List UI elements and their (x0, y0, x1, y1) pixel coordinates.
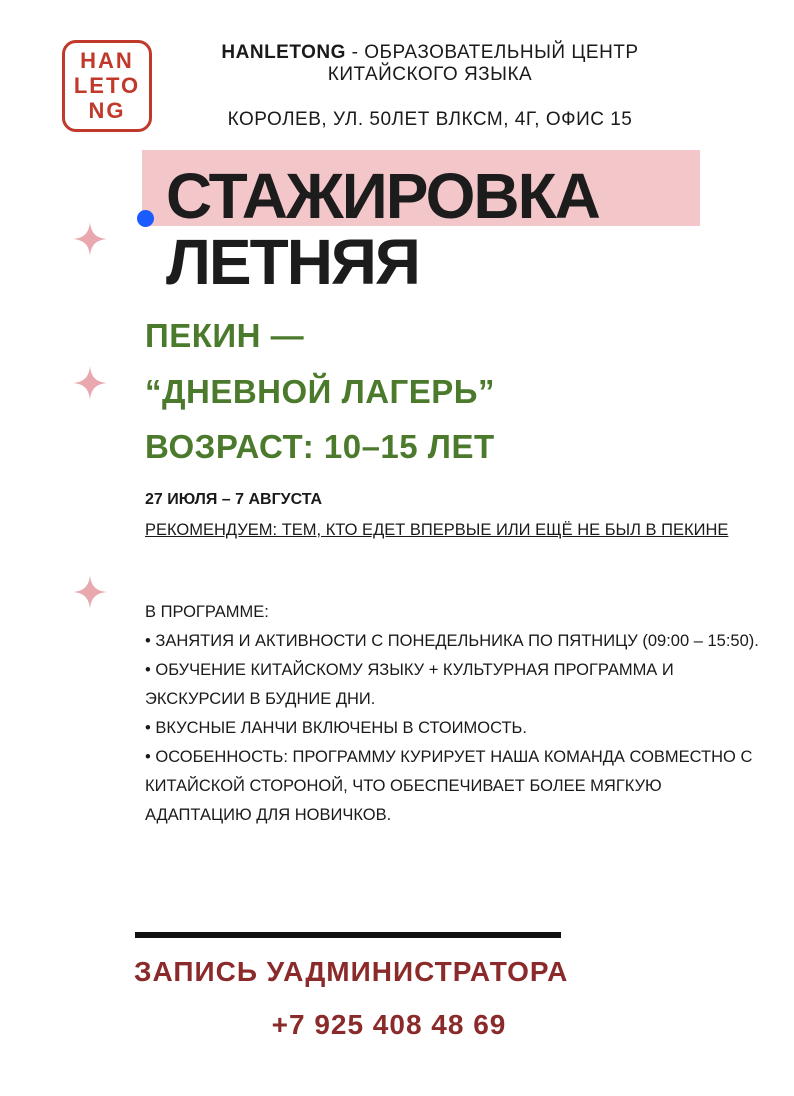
program-section (145, 598, 760, 830)
logo-line-3: NG (88, 98, 126, 123)
logo-line-2: LETO (73, 73, 141, 98)
subhead-age: ВОЗРАСТ: 10–15 ЛЕТ (145, 428, 495, 465)
program-dates: 27 ИЮЛЯ – 7 АВГУСТА (145, 491, 323, 508)
recommendation-text: РЕКОМЕНДУЕМ: ТЕМ, КТО ЕДЕТ ВПЕРВЫЕ ИЛИ ЕЩЁ НЕ БЫЛ В ПЕКИНЕ (145, 521, 729, 539)
header-title (170, 42, 690, 86)
brand-name: HANLETONG (221, 42, 346, 63)
sparkle-icon (73, 366, 107, 400)
blue-dot-icon (137, 210, 154, 227)
header-title-rest: - ОБРАЗОВАТЕЛЬНЫЙ ЦЕНТР (345, 42, 639, 63)
program-item: • ОСОБЕННОСТЬ: ПРОГРАММУ КУРИРУЕТ НАША КОМАНДА СОВМЕСТНО С КИТАЙСКОЙ СТОРОНОЙ, ЧТО ОБЕСПЕЧИВАЕТ БОЛЕЕ МЯГКУЮ АДАПТАЦИЮ ДЛЯ НОВИЧКОВ. (145, 748, 753, 824)
subhead-camp: “ДНЕВНОЙ ЛАГЕРЬ” (145, 373, 496, 410)
headline-summer: ЛЕТНЯЯ (166, 226, 419, 298)
phone-number[interactable]: +7 925 408 48 69 (271, 1009, 507, 1040)
header-address: КОРОЛЕВ, УЛ. 50ЛЕТ ВЛКСМ, 4Г, ОФИС 15 (227, 109, 633, 130)
header-title-line2: КИТАЙСКОГО ЯЗЫКА (327, 64, 533, 85)
divider (135, 932, 561, 938)
subhead-city: ПЕКИН — (145, 317, 305, 354)
sparkle-icon (73, 575, 107, 609)
program-item: • ВКУСНЫЕ ЛАНЧИ ВКЛЮЧЕНЫ В СТОИМОСТЬ. (145, 719, 527, 737)
program-heading: В ПРОГРАММЕ: (145, 603, 269, 621)
signup-cta: ЗАПИСЬ УАДМИНИСТРАТОРА (134, 956, 569, 987)
program-item: • ОБУЧЕНИЕ КИТАЙСКОМУ ЯЗЫКУ + КУЛЬТУРНАЯ ПРОГРАММА И ЭКСКУРСИИ В БУДНИЕ ДНИ. (145, 661, 674, 708)
headline-internship: СТАЖИРОВКА (166, 160, 599, 232)
sparkle-icon (73, 222, 107, 256)
logo-line-1: HAN (80, 48, 134, 73)
hanletong-logo (62, 40, 152, 132)
program-item: • ЗАНЯТИЯ И АКТИВНОСТИ С ПОНЕДЕЛЬНИКА ПО ПЯТНИЦУ (09:00 – 15:50). (145, 632, 759, 650)
